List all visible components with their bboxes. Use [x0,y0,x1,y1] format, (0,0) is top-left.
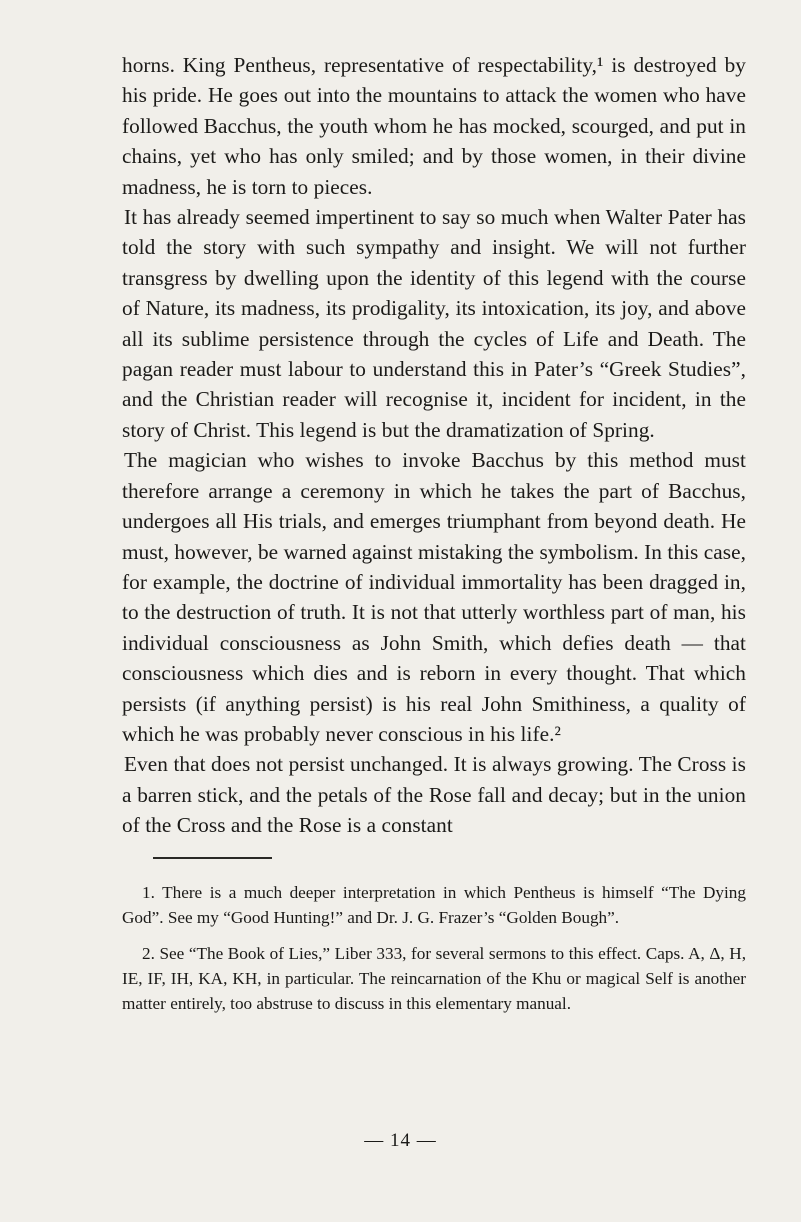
footnote-2: 2. See “The Book of Lies,” Liber 333, for several sermons to this effect. Caps. A, Δ, H, IE, IF, IH, KA, KH, in particular. The reincarnation of the Khu or magical Self is another matter entirely, too abstruse to discuss in this elementary manual. [122,944,746,1013]
main-text [122,50,746,841]
paragraph-1: horns. King Pentheus, representative of respectability,¹ is destroyed by his pride. He goes out into the mountains to attack the women who have followed Bacchus, the youth whom he has mocked, scourged, and put in chains, yet who has only smiled; and by those women, in their divine madness, he is torn to pieces. [122,53,746,199]
page-number: — 14 — [364,1130,437,1151]
footnotes [122,881,746,1029]
footnote-divider [153,857,272,859]
footnote-1: 1. There is a much deeper interpretation in which Pentheus is himself “The Dying God”. See my “Good Hunting!” and Dr. J. G. Frazer’s “Golden Bough”. [122,883,746,927]
paragraph-4: Even that does not persist unchanged. It is always growing. The Cross is a barren stick, and the petals of the Rose fall and decay; but in the union of the Cross and the Rose is a constant [122,752,746,838]
paragraph-3: The magician who wishes to invoke Bacchus by this method must therefore arrange a ceremony in which he takes the part of Bacchus, undergoes all His trials, and emerges triumphant from beyond death. He must, however, be warned against mistaking the symbolism. In this case, for example, the doctrine of individual immortality has been dragged in, to the destruction of truth. It is not that utterly worthless part of man, his individual consciousness as John Smith, which defies death — that consciousness which dies and is reborn in every thought. That which persists (if anything persist) is his real John Smithiness, a quality of which he was probably never conscious in his life.² [122,448,746,746]
paragraph-2: It has already seemed impertinent to say so much when Walter Pater has told the story with such sympathy and insight. We will not further transgress by dwelling upon the identity of this legend with the course of Nature, its madness, its prodigality, its intoxication, its joy, and above all its sublime persistence through the cycles of Life and Death. The pagan reader must labour to understand this in Pater’s “Greek Studies”, and the Christian reader will recognise it, incident for incident, in the story of Christ. This legend is but the dramatization of Spring. [122,205,746,442]
